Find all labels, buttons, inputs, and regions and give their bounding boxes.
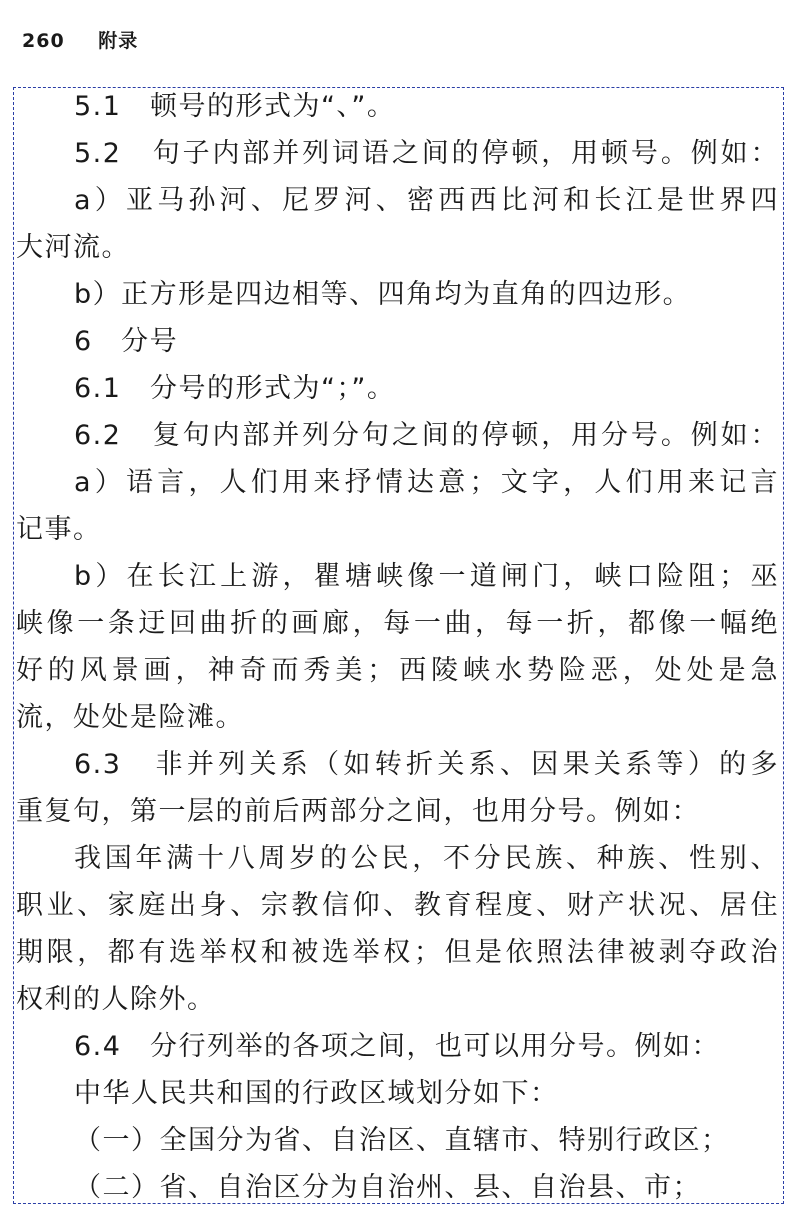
section-title: 附录 (98, 30, 139, 52)
text-frame (13, 87, 784, 1204)
text-line: a）语言，人们用来抒情达意；文字，人们用来记言 (74, 467, 779, 498)
text-line: 6.2 复句内部并列分句之间的停顿，用分号。例如： (74, 420, 779, 451)
page-header (22, 26, 138, 53)
text-line: 5.2 句子内部并列词语之间的停顿，用顿号。例如： (74, 138, 779, 169)
text-line: 6.1 分号的形式为“；”。 (74, 373, 396, 404)
text-line: 5.1 顿号的形式为“、”。 (74, 91, 396, 122)
page-number: 260 (22, 30, 65, 52)
text-line: （二）省、自治区分为自治州、县、自治县、市； (74, 1172, 701, 1203)
text-line: 期限，都有选举权和被选举权；但是依照法律被剥夺政治 (16, 937, 779, 968)
text-line: 记事。 (16, 514, 102, 545)
text-line: 6.3 非并列关系（如转折关系、因果关系等）的多 (74, 749, 779, 780)
text-line: b）在长江上游，瞿塘峡像一道闸门，峡口险阻；巫 (74, 561, 779, 592)
text-line: b）正方形是四边相等、四角均为直角的四边形。 (74, 279, 692, 310)
text-line: 大河流。 (16, 232, 130, 263)
text-line: 流，处处是险滩。 (16, 702, 244, 733)
text-line: 中华人民共和国的行政区域划分如下： (74, 1078, 559, 1109)
text-line: 职业、家庭出身、宗教信仰、教育程度、财产状况、居住 (16, 890, 779, 921)
text-line: a）亚马孙河、尼罗河、密西西比河和长江是世界四 (74, 185, 779, 216)
text-line: 6 分号 (74, 326, 179, 357)
text-line: 我国年满十八周岁的公民，不分民族、种族、性别、 (74, 843, 779, 874)
text-line: 峡像一条迂回曲折的画廊，每一曲，每一折，都像一幅绝 (16, 608, 779, 639)
text-line: 6.4 分行列举的各项之间，也可以用分号。例如： (74, 1031, 720, 1062)
text-line: 权利的人除外。 (16, 984, 216, 1015)
text-line: 重复句，第一层的前后两部分之间，也用分号。例如： (16, 796, 700, 827)
text-line: 好的风景画，神奇而秀美；西陵峡水势险恶，处处是急 (16, 655, 779, 686)
text-line: （一）全国分为省、自治区、直辖市、特别行政区； (74, 1125, 730, 1156)
